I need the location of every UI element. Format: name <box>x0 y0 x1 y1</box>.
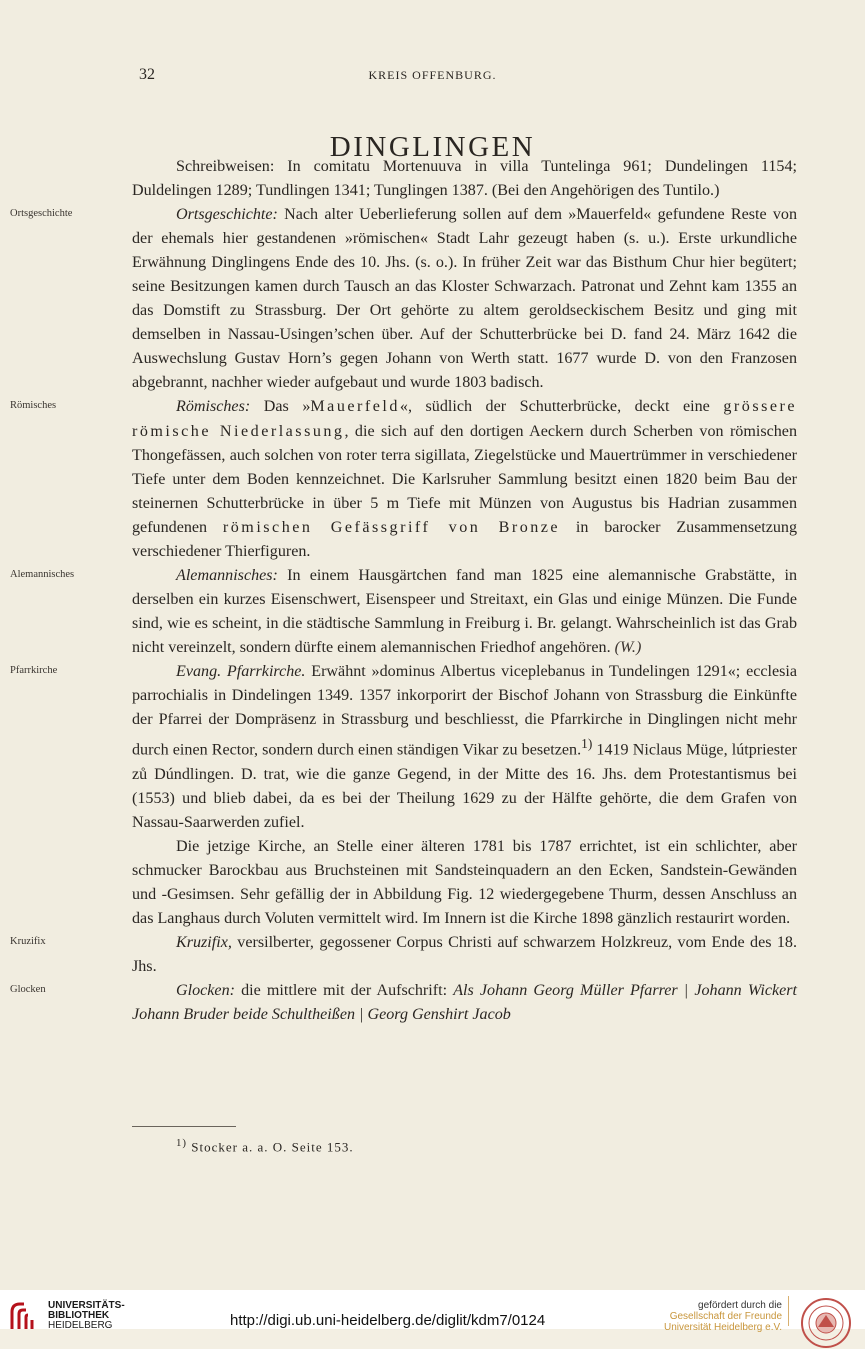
text-run: die mittlere mit der Aufschrift: <box>234 981 454 999</box>
paragraph <box>10 203 797 395</box>
text-run: Nach alter Ueberlieferung sollen auf dem »Mauerfeld« gefundene Reste von der ehemals hier gestandenen »römischen« Stadt Lahr gezeugt haben (s. u.). Erste urkundliche Erwähnung Dinglingens Ende des 10. Jhs. (s. o.). In früher Zeit war das Bisthum Chur hier begütert; seine Besitzungen kamen durch Tausch an das Kloster Schwarzach. Patronat und Zehnt kam 1355 an das Domstift zu Strassburg. Der Ort gehörte zu altem geroldseckischem Besitz und ging mit demselben in Nassau-Usingen’schen über. Auf der Schutterbrücke bei D. fand 24. März 1642 die Auswechslung Gustav Horn’s gegen Johann von Werth statt. 1677 wurde D. von den Franzosen abgebrannt, nachher wieder aufgebaut und wurde 1803 badisch. <box>132 206 797 392</box>
text-run: 1419 Niclaus Müge, lútpriester zů Dúndlingen. D. trat, wie die ganze Gegend, in der Mitte des 16. Jhs. dem Protestantismus bei (1553) und blieb dabei, da es bei der Theilung 1629 zu der Hälfte gehörte, die dem Grafen von Nassau-Saarwerden zufiel. <box>132 741 797 831</box>
text-run: In einem Hausgärtchen fand man 1825 eine alemannische Grabstätte, in derselben ein kurzes Eisenschwert, Eisenspeer und Streitaxt, ein Glas und einige Münzen. Die Funde sind, wie es scheint, in die städtische Sammlung in Freiburg i. Br. gelangt. Wahrscheinlich ist das Grab nicht vereinzelt, sondern dürfte einem alemannischen Friedhof angehören. <box>132 566 797 656</box>
text-run: Kruzifix, <box>176 933 232 951</box>
paragraph <box>132 155 797 203</box>
university-seal-icon <box>800 1297 852 1349</box>
text-run: Die jetzige Kirche, an Stelle einer älteren 1781 bis 1787 errichtet, ist ein schlichter, aber schmucker Barockbau aus Bruchsteinen mit Sandsteinquadern an den Ecken, Sandstein-Gewänden und -Gesimsen. Sehr gefällig der in Abbildung Fig. 12 wiedergegebene Thurm, dessen Anschluss an das Langhaus durch Voluten vermittelt wird. Im Innern ist die Kirche 1898 gänzlich restaurirt worden. <box>132 837 797 927</box>
running-head: KREIS OFFENBURG. <box>368 68 497 82</box>
paragraph <box>10 395 797 563</box>
library-name: UNIVERSITÄTS- BIBLIOTHEK HEIDELBERG <box>48 1300 125 1331</box>
library-logo-icon <box>10 1302 40 1330</box>
margin-note: Römisches <box>10 400 57 412</box>
page-header <box>0 66 865 86</box>
footnote-rule <box>132 1126 236 1127</box>
margin-note: Glocken <box>10 983 46 995</box>
text-run: Ortsgeschichte: <box>176 206 278 224</box>
text-run: Als Johann Georg Müller Pfarrer | Johann Wickert Johann Bruder beide Schultheißen | Georg Genshirt Jacob <box>132 981 797 1023</box>
margin-note: Ortsgeschichte <box>10 208 73 220</box>
footnote-ref: 1) <box>581 736 593 752</box>
footnote-mark: 1) <box>176 1137 188 1149</box>
margin-note: Alemannisches <box>10 568 75 580</box>
paragraph <box>10 660 797 835</box>
text-run: grössere römische Niederlassung <box>132 398 797 440</box>
text-run: römischen Gefässgriff von Bronze <box>222 518 561 536</box>
body-text <box>10 155 797 1027</box>
text-run: , die sich auf den dortigen Aeckern durch Scherben von römischen Thongefässen, auch solchen von roter terra sigillata, Ziegelstücke und Mauertrümmer in verschiedener Tiefe unter dem Boden kennzeichnet. Die Karlsruher Sammlung besitzt einen 1820 beim Bau der steinernen Schutterbrücke in über 5 m Tiefe mit Münzen von Augustus bis Hadrian zusammen gefundenen <box>132 422 797 536</box>
margin-note: Kruzifix <box>10 935 46 947</box>
footnote-text: Stocker a. a. O. Seite 153. <box>191 1139 354 1155</box>
text-run: Glocken: <box>176 981 235 999</box>
paragraph <box>10 931 797 979</box>
page-title: DINGLINGEN <box>329 131 536 164</box>
document-url-link[interactable]: http://digi.ub.uni-heidelberg.de/diglit/kdm7/0124 <box>230 1312 546 1329</box>
text-run: Schreibweisen: In comitatu Mortenuuva in villa Tuntelinga 961; Dundelingen 1154; Duldelingen 1289; Tundlingen 1341; Tunglingen 1387. (Bei den Angehörigen des Tuntilo.) <box>132 158 797 200</box>
text-run: Das » <box>250 398 311 416</box>
text-run: Alemannisches: <box>176 566 278 584</box>
text-run: «, südlich der Schutterbrücke, deckt eine <box>399 398 724 416</box>
margin-note: Pfarrkirche <box>10 664 58 676</box>
text-run: versilberter, gegossener Corpus Christi auf schwarzem Holzkreuz, vom Ende des 18. Jhs. <box>132 933 797 975</box>
sponsor-text: gefördert durch die Gesellschaft der Freunde Universität Heidelberg e.V. <box>663 1300 782 1333</box>
page-number: 32 <box>139 66 155 83</box>
text-run: Römisches: <box>176 398 251 416</box>
text-run: Mauerfeld <box>310 398 400 416</box>
text-run: (W.) <box>614 638 642 656</box>
paragraph <box>10 564 797 660</box>
text-run: in barocker Zusammensetzung verschiedener Thierfiguren. <box>132 518 797 560</box>
paragraph <box>132 835 797 931</box>
paragraph <box>10 979 797 1027</box>
footnote <box>176 1137 354 1155</box>
text-run: Evang. Pfarrkirche. <box>176 662 306 680</box>
footer-divider <box>788 1296 789 1326</box>
text-run: Erwähnt »dominus Albertus viceplebanus in Tundelingen 1291«; ecclesia parrochialis in Dindelingen 1349. 1357 inkorporirt der Bischof Johann von Strassburg die Einkünfte der Pfarrei der Dompräsenz in Strassburg und beschliesst, die Pfarrkirche in Dinglingen nicht mehr durch einen Rector, sondern durch einen ständigen Vikar zu besetzen. <box>132 662 797 759</box>
